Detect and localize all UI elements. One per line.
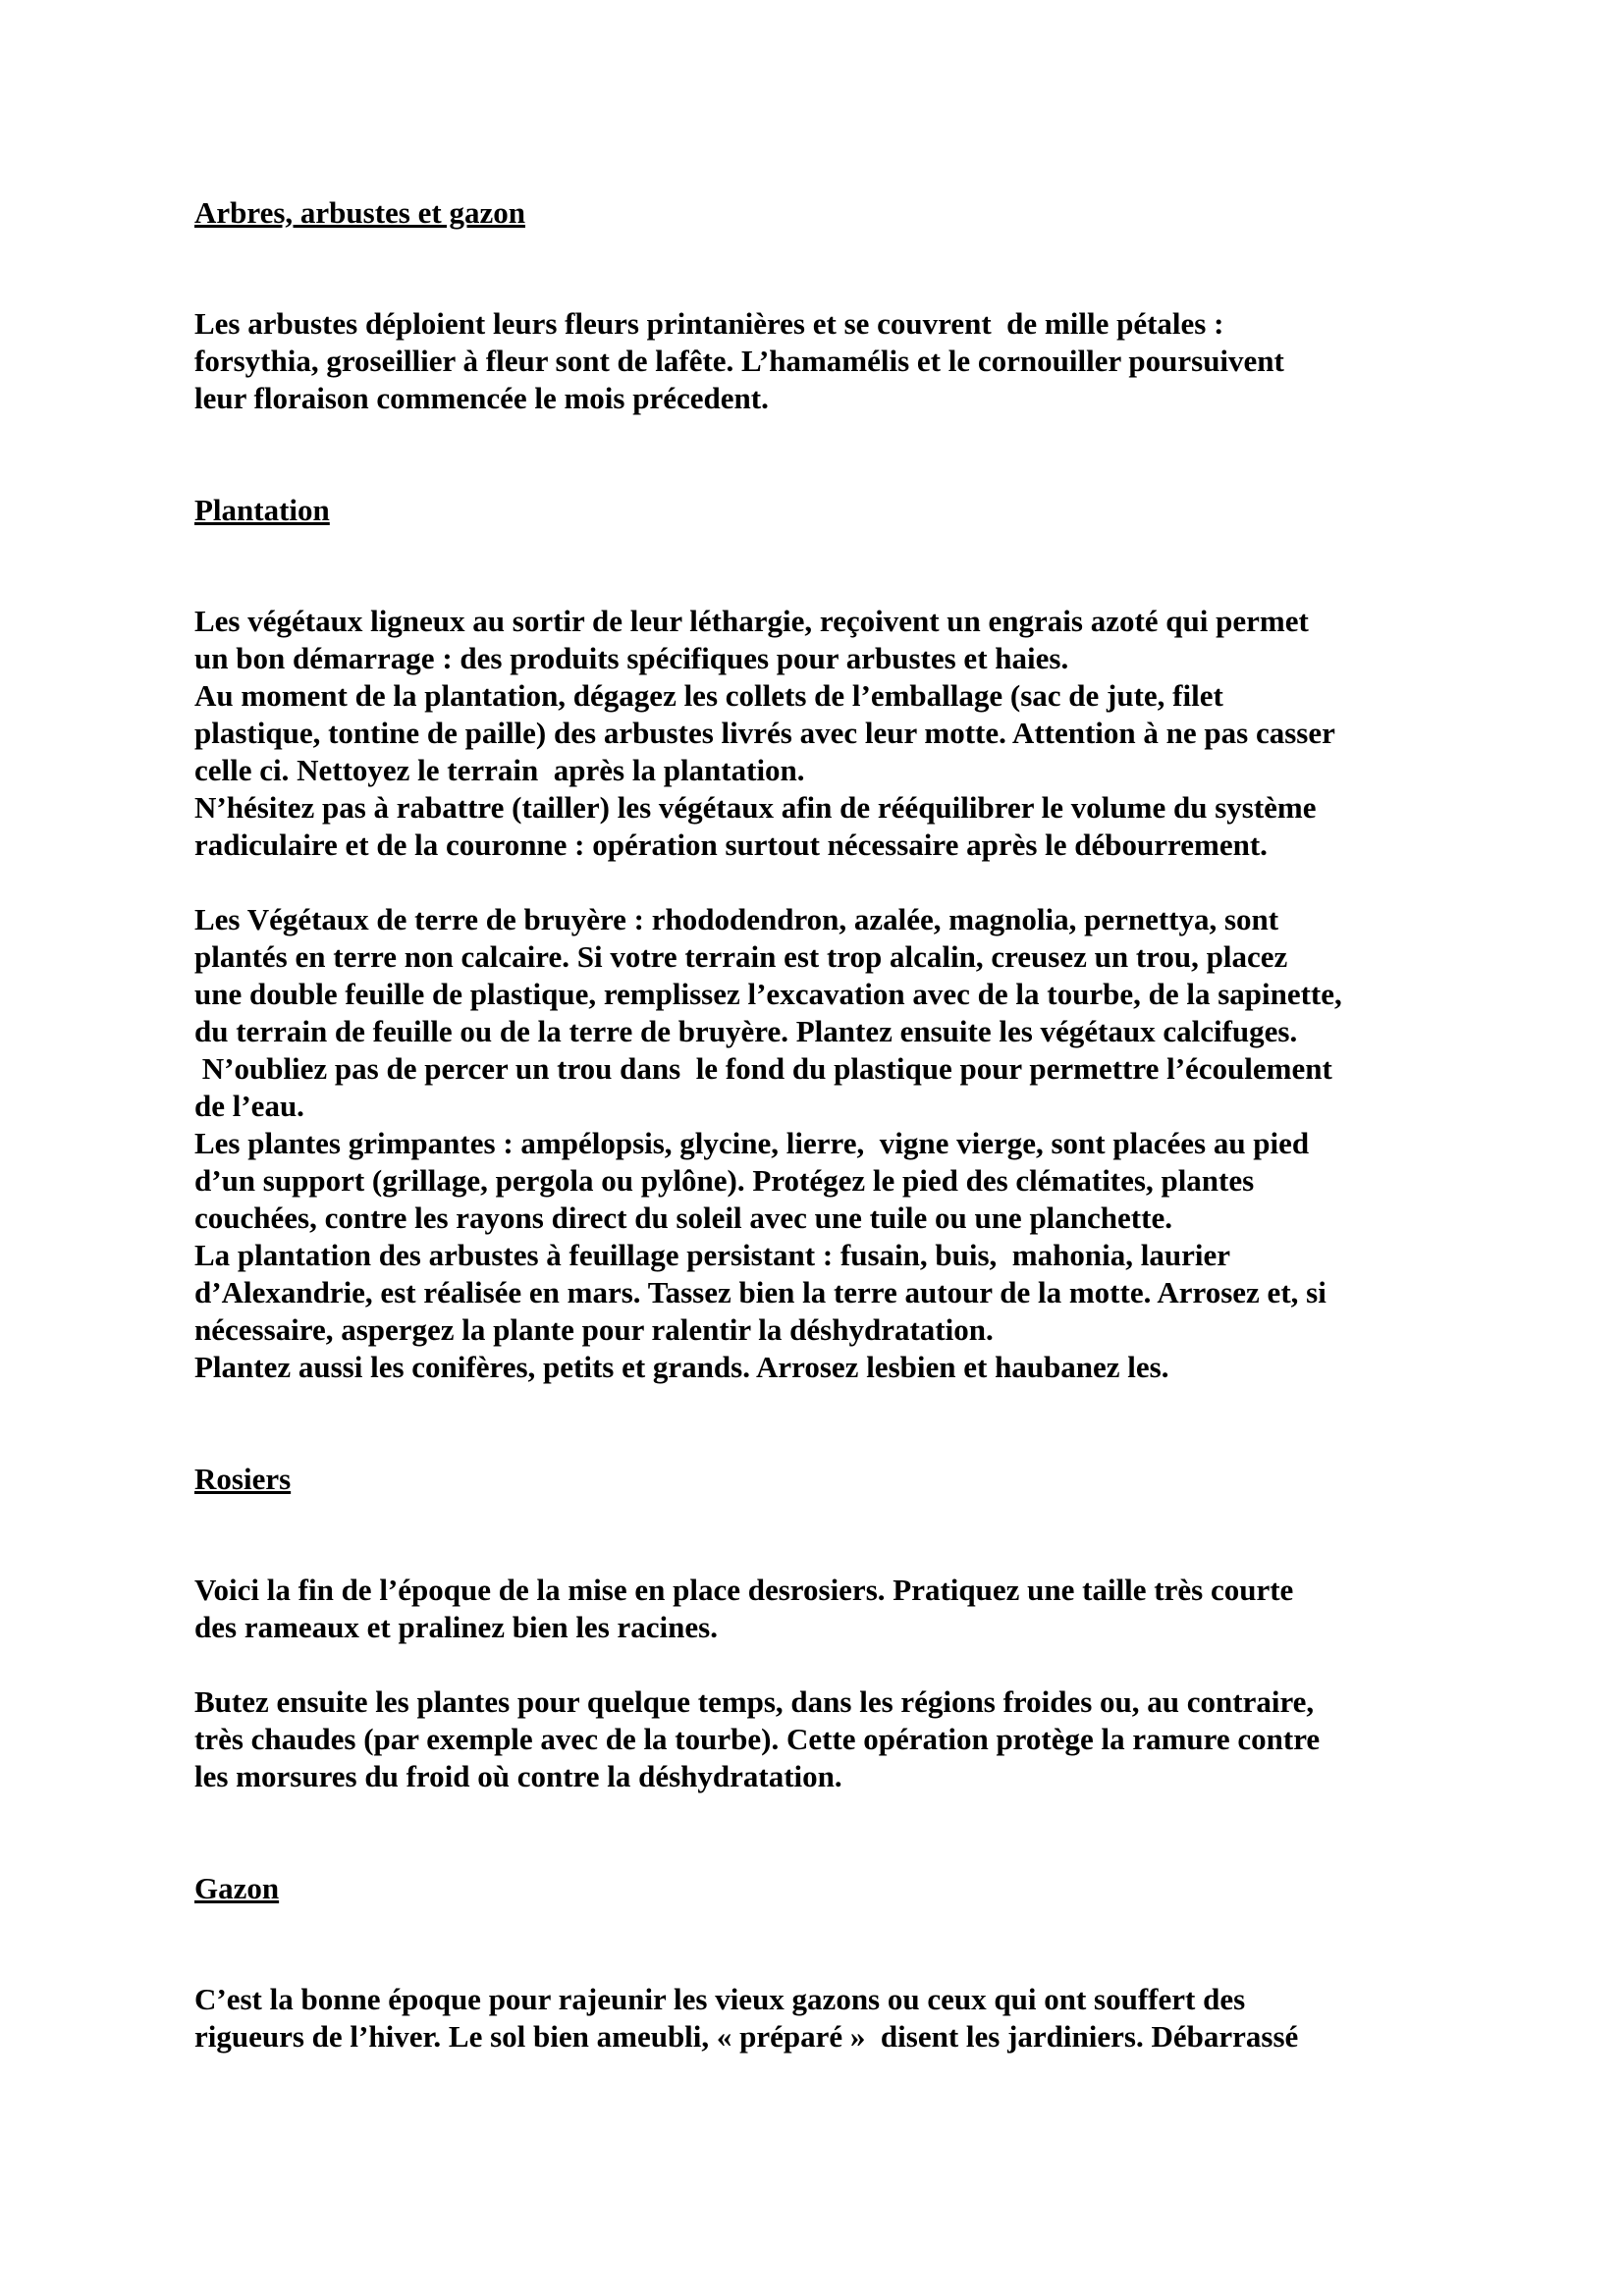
text-line: plastique, tontine de paille) des arbustes livrés avec leur motte. Attention à ne pas casser	[194, 716, 1335, 750]
text-line: d’Alexandrie, est réalisée en mars. Tassez bien la terre autour de la motte. Arrosez et, si	[194, 1275, 1326, 1309]
text-line: Au moment de la plantation, dégagez les collets de l’emballage (sac de jute, filet	[194, 678, 1223, 713]
text-line: N’hésitez pas à rabattre (tailler) les végétaux afin de rééquilibrer le volume du système	[194, 790, 1317, 825]
text-line: Butez ensuite les plantes pour quelque temps, dans les régions froides ou, au contraire,	[194, 1684, 1315, 1719]
section-rosiers	[194, 1461, 1461, 1870]
text-line: leur floraison commencée le mois précedent.	[194, 381, 769, 415]
section-arbres	[194, 194, 1461, 492]
paragraph	[194, 603, 1461, 864]
section-heading: Gazon	[194, 1871, 280, 1905]
section-heading: Plantation	[194, 493, 330, 527]
text-line: plantés en terre non calcaire. Si votre terrain est trop alcalin, creusez un trou, placez	[194, 939, 1288, 974]
text-line: des rameaux et pralinez bien les racines.	[194, 1610, 718, 1644]
text-line: Les végétaux ligneux au sortir de leur léthargie, reçoivent un engrais azoté qui permet	[194, 604, 1309, 638]
text-line: celle ci. Nettoyez le terrain après la plantation.	[194, 753, 805, 787]
text-line: La plantation des arbustes à feuillage persistant : fusain, buis, mahonia, laurier	[194, 1238, 1230, 1272]
text-line: de l’eau.	[194, 1089, 304, 1123]
paragraph	[194, 305, 1461, 417]
text-line: très chaudes (par exemple avec de la tourbe). Cette opération protège la ramure contre	[194, 1722, 1321, 1756]
section-plantation	[194, 492, 1461, 1461]
paragraph	[194, 1572, 1461, 1646]
paragraph	[194, 1981, 1461, 2056]
section-gazon	[194, 1870, 1461, 2056]
text-line: un bon démarrage : des produits spécifiques pour arbustes et haies.	[194, 641, 1069, 675]
text-line: nécessaire, aspergez la plante pour ralentir la déshydratation.	[194, 1312, 994, 1347]
text-line: C’est la bonne époque pour rajeunir les vieux gazons ou ceux qui ont souffert des	[194, 1982, 1246, 2016]
paragraph	[194, 1683, 1461, 1795]
paragraph	[194, 901, 1461, 1386]
text-line: du terrain de feuille ou de la terre de bruyère. Plantez ensuite les végétaux calcifuges.	[194, 1014, 1298, 1048]
section-heading: Rosiers	[194, 1462, 292, 1496]
text-line: Plantez aussi les conifères, petits et grands. Arrosez lesbien et haubanez les.	[194, 1350, 1169, 1384]
text-line: Les Végétaux de terre de bruyère : rhododendron, azalée, magnolia, pernettya, sont	[194, 902, 1279, 936]
text-line: Les plantes grimpantes : ampélopsis, glycine, lierre, vigne vierge, sont placées au pied	[194, 1126, 1310, 1160]
text-line: les morsures du froid où contre la déshydratation.	[194, 1759, 842, 1793]
text-line: Voici la fin de l’époque de la mise en place desrosiers. Pratiquez une taille très courte	[194, 1573, 1294, 1607]
text-line: rigueurs de l’hiver. Le sol bien ameubli, « préparé » disent les jardiniers. Débarrassé	[194, 2019, 1299, 2054]
section-heading: Arbres, arbustes et gazon	[194, 195, 525, 230]
text-line: radiculaire et de la couronne : opération surtout nécessaire après le débourrement.	[194, 828, 1268, 862]
text-line: couchées, contre les rayons direct du soleil avec une tuile ou une planchette.	[194, 1201, 1172, 1235]
text-line: Les arbustes déploient leurs fleurs printanières et se couvrent de mille pétales :	[194, 306, 1224, 341]
text-line: N’oubliez pas de percer un trou dans le fond du plastique pour permettre l’écoulement	[194, 1051, 1332, 1086]
text-line: forsythia, groseillier à fleur sont de lafête. L’hamamélis et le cornouiller poursuivent	[194, 344, 1284, 378]
text-line: une double feuille de plastique, remplissez l’excavation avec de la tourbe, de la sapinette,	[194, 977, 1342, 1011]
text-line: d’un support (grillage, pergola ou pylône). Protégez le pied des clématites, plantes	[194, 1163, 1255, 1198]
document-body	[194, 194, 1461, 2056]
